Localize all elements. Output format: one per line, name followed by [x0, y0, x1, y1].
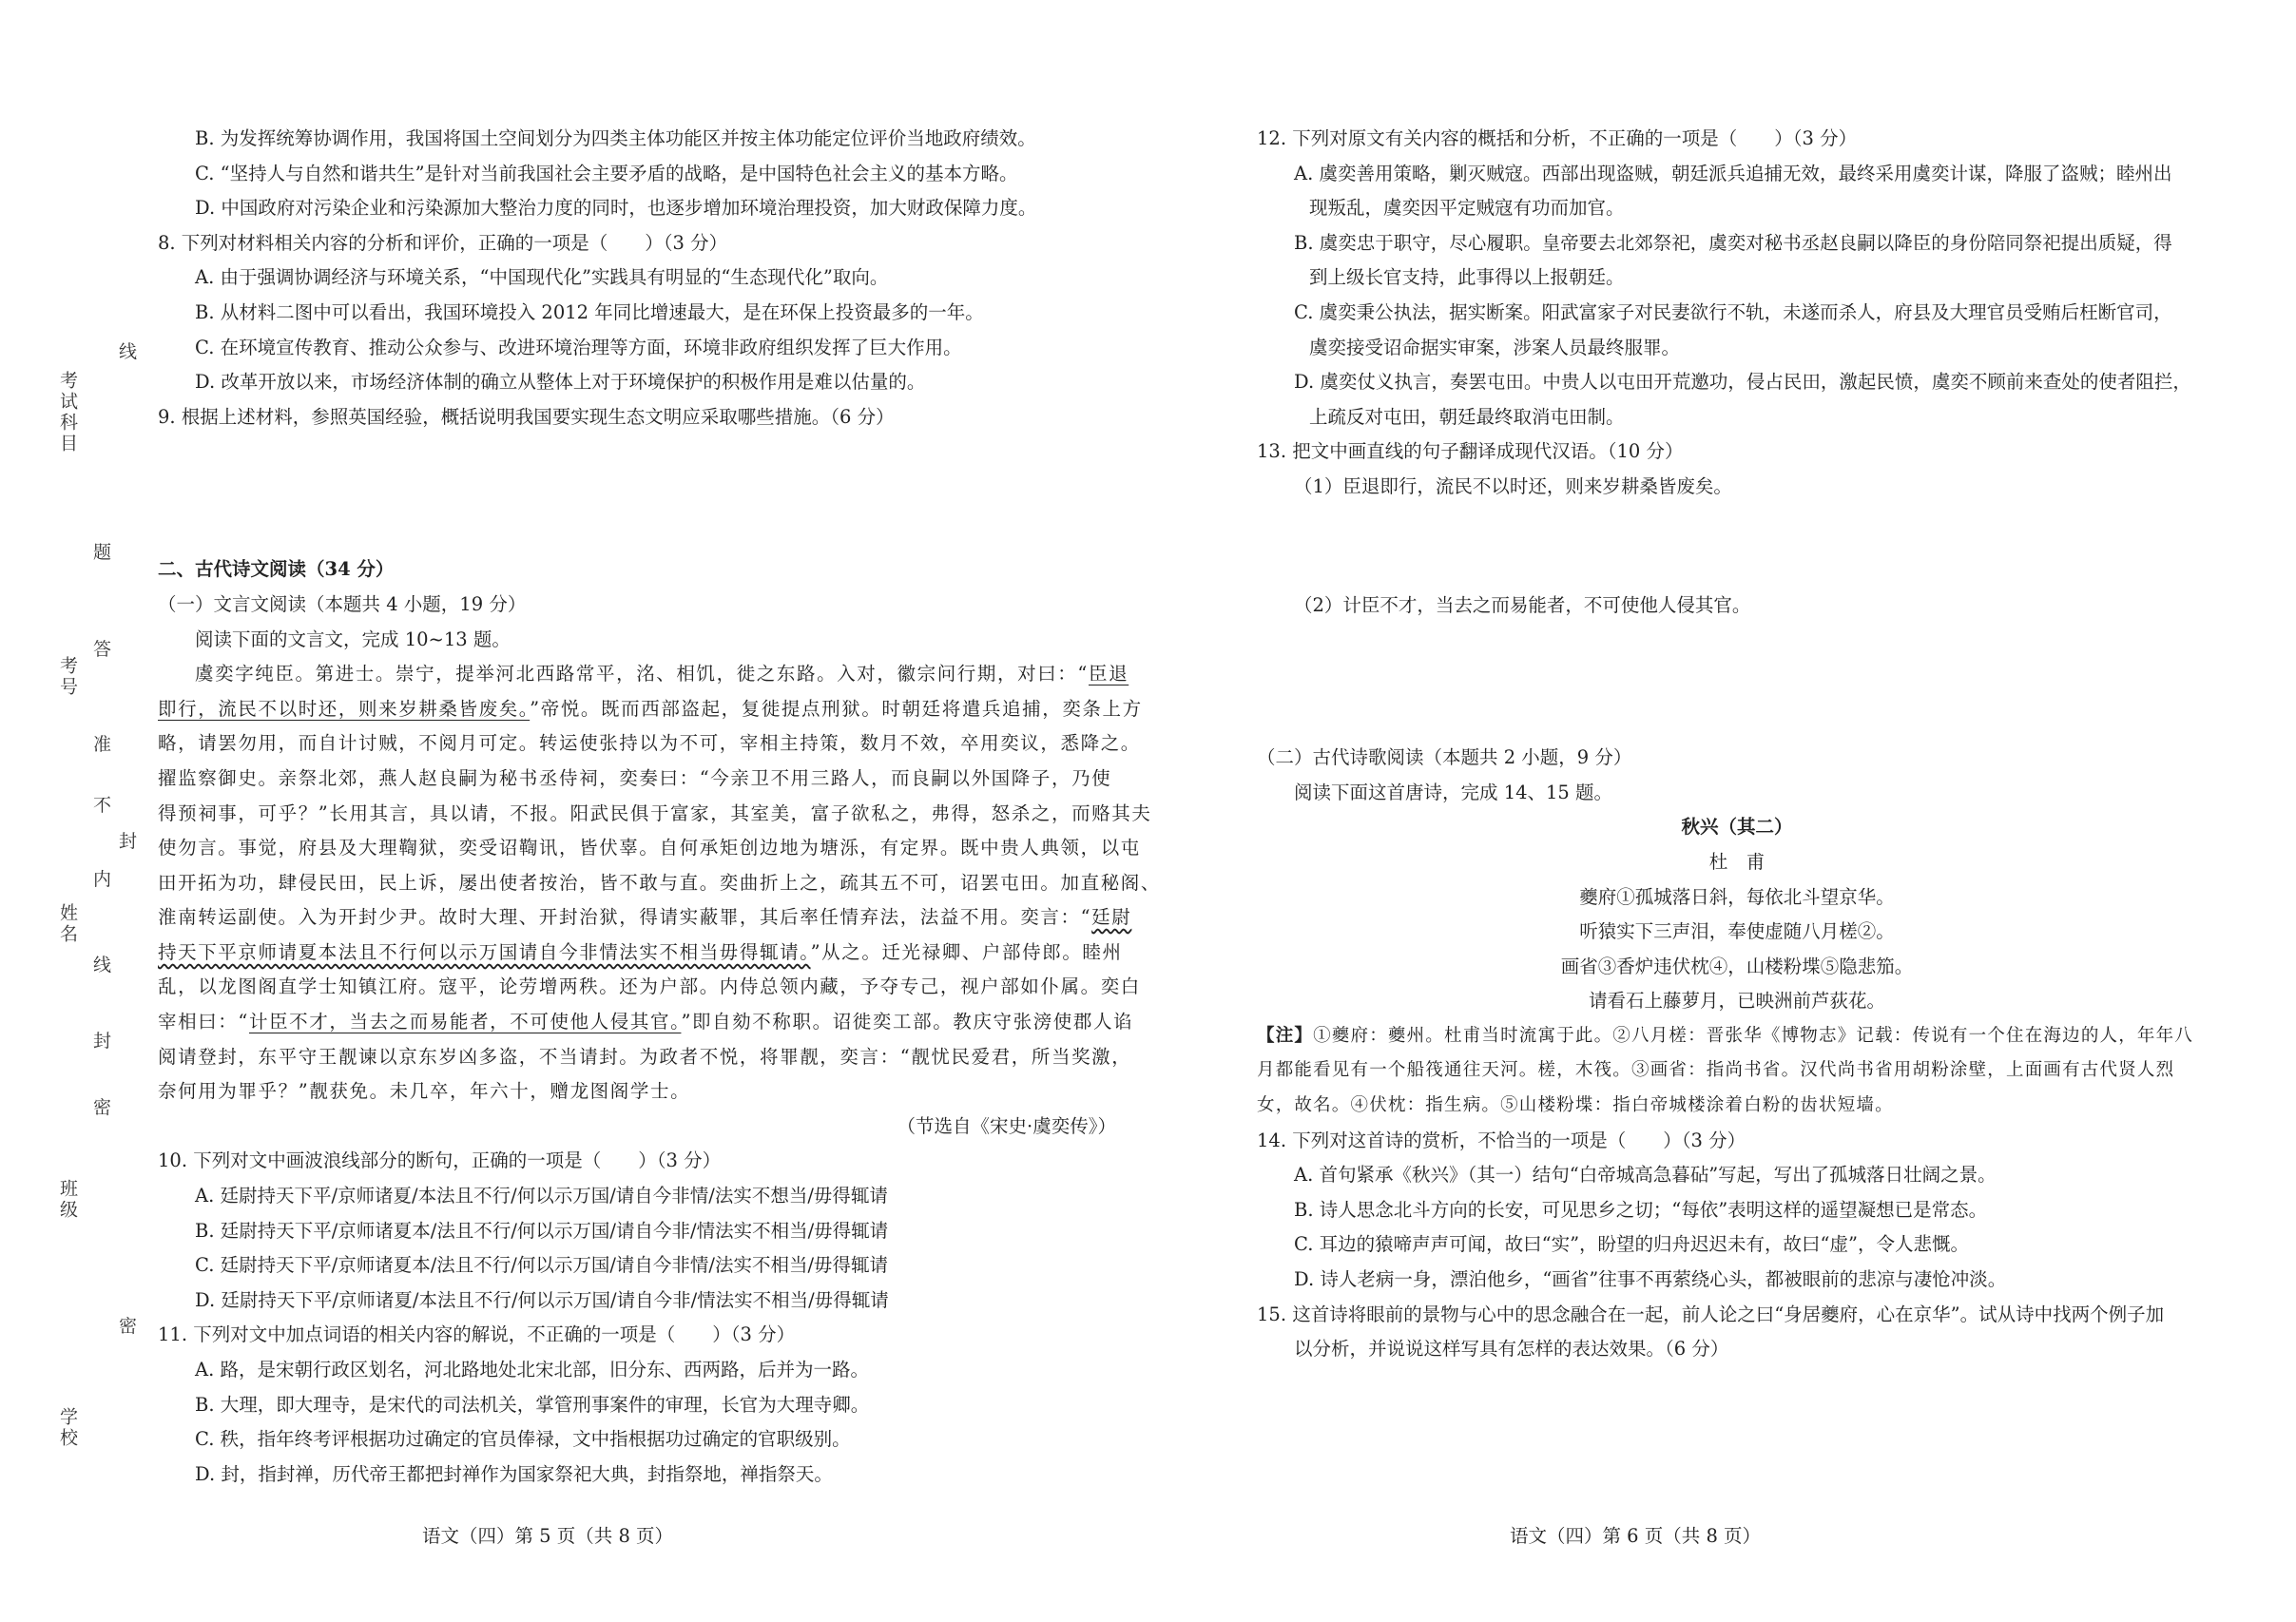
binding-mark: 封 [93, 1031, 112, 1052]
answer-space [1257, 623, 2217, 741]
classical-passage [158, 657, 1162, 1144]
passage-text: ”帝悦。既而西部盗起，复徙提点刑狱。时朝廷将遣兵追捕，奕条上方 [530, 697, 1143, 720]
passage-source: （节选自《宋史·虞奕传》） [897, 1114, 1116, 1137]
passage-text: 奈何用为罪乎？”靓获免。未几卒，年六十，赠龙图阁学士。 [158, 1080, 691, 1103]
subsection-title: （二）古代诗歌阅读（本题共 2 小题，9 分） [1257, 746, 1632, 769]
translation-sentence: （2）计臣不才，当去之而易能者，不可使他人侵其官。 [1294, 593, 1751, 616]
poem-verse: 请看石上藤萝月，已映洲前芦荻花。 [1588, 990, 1885, 1013]
binding-mark: 内 [93, 869, 112, 890]
page-footer: 语文（四）第 6 页（共 8 页） [1509, 1525, 1762, 1547]
poem-author: 杜 甫 [1708, 850, 1765, 873]
poem-title: 秋兴（其二） [1681, 816, 1793, 839]
poem-verse: 听猿实下三声泪，奉使虚随八月槎②。 [1579, 920, 1895, 943]
note-label: 【注】 [1257, 1025, 1314, 1046]
passage-text: 得预祠事，可乎？”长用其言，具以请，不报。阳武民俱于富家，其室美，富子欲私之，弗得，怒杀之，而赂其夫 [158, 801, 1152, 824]
option-line: B. 为发挥统筹协调作用，我国将国土空间划分为四类主体功能区并按主体功能定位评价当地政府绩效。 [195, 127, 1036, 149]
poem-note: 月都能看见有一个船筏通往天河。槎，木筏。③画省：指尚书省。汉代尚书省用胡粉涂壁，上面画有古代贤人烈 [1257, 1060, 2175, 1081]
school-label: 学校 [57, 1407, 78, 1449]
option-line: 到上级长官支持，此事得以上报朝廷。 [1309, 266, 1625, 289]
question-stem: 13. 把文中画直线的句子翻译成现代汉语。（10 分） [1257, 440, 1684, 463]
question-stem: 8. 下列对材料相关内容的分析和评价，正确的一项是（ ）（3 分） [158, 231, 728, 254]
option-line: D. 廷尉持天下平/京师诸夏/本法且不行/何以示万国/请自今非/情法实不相当/毋得辄请 [195, 1288, 889, 1311]
exam-number-label: 考号 [57, 656, 78, 698]
option-line: D. 中国政府对污染企业和污染源加大整治力度的同时，也逐步增加环境治理投资，加大财政保障力度。 [195, 197, 1037, 220]
option-line: A. 路，是宋朝行政区划名，河北路地处北宋北部，旧分东、西两路，后并为一路。 [195, 1359, 869, 1381]
option-line: 现叛乱，虞奕因平定贼寇有功而加官。 [1309, 197, 1625, 220]
translation-sentence: （1）臣退即行，流民不以时还，则来岁耕桑皆废矣。 [1294, 474, 1732, 497]
binding-mark: 题 [93, 542, 112, 563]
option-line: B. 从材料二图中可以看出，我国环境投入 2012 年同比增速最大，是在环保上投资最多的一年。 [195, 300, 984, 323]
option-line: A. 首句紧承《秋兴》（其一）结句“白帝城高急暮砧”写起，写出了孤城落日壮阔之景。 [1294, 1164, 1997, 1187]
binding-mark: 答 [93, 639, 112, 660]
option-line: 虞奕接受诏命据实审案，涉案人员最终服罪。 [1309, 336, 1681, 358]
passage-text: 使勿言。事觉，府县及大理鞫狱，奕受诏鞫讯，皆伏辜。自何承矩创边地为塘泺，有定界。既中贵人典领，以屯 [158, 837, 1141, 859]
passage-text: 虞奕字纯臣。第进士。崇宁，提举河北西路常平，洺、相饥，徙之东路。入对，徽宗问行期，对曰：“ [195, 663, 1089, 685]
option-line: 上疏反对屯田，朝廷最终取消屯田制。 [1309, 405, 1625, 428]
passage-text: 田开拓为功，肆侵民田，民上诉，屡出使者按治，皆不敢与直。奕曲折上之，疏其五不可，诏罢屯田。加直秘阁、 [158, 871, 1162, 894]
question-stem: 10. 下列对文中画波浪线部分的断句，正确的一项是（ ）（3 分） [158, 1149, 722, 1172]
option-line: C. 在环境宣传教育、推动公众参与、改进环境治理等方面，环境非政府组织发挥了巨大作用。 [195, 336, 962, 358]
answer-space [158, 434, 1116, 552]
question-stem: 9. 根据上述材料，参照英国经验，概括说明我国要实现生态文明应采取哪些措施。（6 分） [158, 405, 895, 428]
poem-note: ①夔府：夔州。杜甫当时流寓于此。②八月槎：晋张华《博物志》记载：传说有一个住在海边的人，年年八 [1313, 1025, 2194, 1046]
option-line: C. 廷尉持天下平/京师诸夏本/法且不行/何以示万国/请自今非情/法实不相当/毋得辄请 [195, 1254, 889, 1277]
binding-strip [29, 341, 138, 1483]
binding-mark: 不 [93, 795, 112, 816]
class-label: 班级 [57, 1179, 78, 1221]
option-line: D. 虞奕仗义执言，奏罢屯田。中贵人以屯田开荒邀功，侵占民田，激起民愤，虞奕不顾前来查处的使者阻拦， [1294, 371, 2191, 394]
option-line: D. 改革开放以来，市场经济体制的确立从整体上对于环境保护的积极作用是难以估量的。 [195, 371, 926, 394]
option-line: D. 封，指封禅，历代帝王都把封禅作为国家祭祀大典，封指祭地，禅指祭天。 [195, 1462, 833, 1485]
option-line: C. 耳边的猿啼声声可闻，故曰“实”，盼望的归舟迟迟未有，故曰“虚”，令人悲慨。 [1294, 1233, 1969, 1256]
poem-verse: 夔府①孤城落日斜，每依北斗望京华。 [1579, 885, 1895, 908]
option-line: A. 廷尉持天下平/京师诸夏/本法且不行/何以示万国/请自今非情/法实不想当/毋得辄请 [195, 1185, 888, 1207]
passage-text: 阅请登封，东平守王靓谏以京东岁凶多盗，不当请封。为政者不悦，将罪靓，奕言：“靓忧民爱君，所当奖激， [158, 1045, 1132, 1068]
wavy-underlined-text: 持天下平京师请夏本法且不行何以示万国请自今非情法实不相当毋得辄请。 [158, 940, 811, 963]
poem-note: 女，故名。④伏枕：指生病。⑤山楼粉堞：指白帝城楼涂着白粉的齿状短墙。 [1257, 1095, 1894, 1116]
wavy-underlined-text: 廷尉 [1091, 906, 1132, 929]
right-column [1257, 122, 2217, 1367]
underlined-sentence-1: 即行，流民不以时还，则来岁耕桑皆废矣。 [158, 697, 531, 720]
poem-verse: 画省③香炉违伏枕④，山楼粉堞⑤隐悲笳。 [1560, 955, 1914, 977]
left-column [158, 122, 1162, 1492]
passage-text: ”从之。迁光禄卿、户部侍郎。睦州 [810, 940, 1123, 963]
binding-mark: 密 [119, 1316, 138, 1337]
option-line: B. 诗人思念北斗方向的长安，可见思乡之切；“每依”表明这样的遥望凝想已是常态。 [1294, 1198, 1988, 1221]
question-stem: 12. 下列对原文有关内容的概括和分析，不正确的一项是（ ）（3 分） [1257, 127, 1858, 149]
binding-mark: 线 [93, 955, 112, 975]
subsection-title: （一）文言文阅读（本题共 4 小题，19 分） [158, 592, 527, 615]
page-footer: 语文（四）第 5 页（共 8 页） [421, 1525, 674, 1547]
passage-text: ”即自劾不称职。诏徙奕工部。教庆守张滂使郡人谄 [681, 1011, 1134, 1033]
option-line: C. 秩，指年终考评根据功过确定的官员俸禄，文中指根据功过确定的官职级别。 [195, 1428, 851, 1451]
question-stem: 15. 这首诗将眼前的景物与心中的思念融合在一起，前人论之曰“身居夔府，心在京华”。试从诗中找两个例子加 [1257, 1303, 2165, 1325]
question-stem: 14. 下列对这首诗的赏析，不恰当的一项是（ ）（3 分） [1257, 1129, 1746, 1151]
exam-subject-label: 考试科目 [57, 371, 78, 454]
option-line: A. 虞奕善用策略，剿灭贼寇。西部出现盗贼，朝廷派兵追捕无效，最终采用虞奕计谋，降服了盗贼；睦州出 [1294, 162, 2172, 184]
binding-mark: 准 [93, 734, 112, 755]
option-line: B. 大理，即大理寺，是宋代的司法机关，掌管刑事案件的审理，长官为大理寺卿。 [195, 1393, 870, 1416]
instruction: 阅读下面这首唐诗，完成 14、15 题。 [1294, 781, 1613, 803]
answer-space [1257, 505, 2217, 589]
passage-text: 擢监察御史。亲祭北郊，燕人赵良嗣为秘书丞侍祠，奕奏曰：“今亲卫不用三路人，而良嗣以外国降子，乃使 [158, 766, 1112, 789]
option-line: C. “坚持人与自然和谐共生”是针对当前我国社会主要矛盾的战略，是中国特色社会主义的基本方略。 [195, 162, 1018, 184]
option-line: A. 由于强调协调经济与环境关系，“中国现代化”实践具有明显的“生态现代化”取向。 [195, 266, 889, 289]
section-title: 二、古代诗文阅读（34 分） [158, 558, 395, 581]
name-label: 姓名 [57, 903, 78, 945]
passage-text: 乱，以龙图阁直学士知镇江府。寇平，论劳增两秩。还为户部。内侍总领内藏，予夺专己，视户部如仆属。奕白 [158, 975, 1141, 998]
question-stem: 11. 下列对文中加点词语的相关内容的解说，不正确的一项是（ ）（3 分） [158, 1323, 796, 1346]
underlined-sentence-1: 臣退 [1088, 663, 1129, 685]
passage-text: 淮南转运副使。入为开封少尹。故时大理、开封治狱，得请实蔽罪，其后率任情弃法，法益不用。奕言：“ [158, 906, 1092, 929]
question-stem: 以分析，并说说这样写具有怎样的表达效果。（6 分） [1294, 1338, 1729, 1361]
underlined-sentence-2: 计臣不才，当去之而易能者，不可使他人侵其官。 [248, 1011, 682, 1033]
binding-mark: 密 [93, 1097, 112, 1118]
instruction: 阅读下面的文言文，完成 10~13 题。 [195, 628, 511, 650]
option-line: B. 虞奕忠于职守，尽心履职。皇帝要去北郊祭祀，虞奕对秘书丞赵良嗣以降臣的身份陪同祭祀提出质疑，得 [1294, 231, 2172, 254]
option-line: D. 诗人老病一身，漂泊他乡，“画省”往事不再萦绕心头，都被眼前的悲凉与凄怆冲淡。 [1294, 1268, 2007, 1291]
binding-mark: 封 [119, 831, 138, 852]
passage-text: 宰相曰：“ [158, 1011, 249, 1033]
passage-text: 略，请罢勿用，而自计讨贼，不阅月可定。转运使张持以为不可，宰相主持策，数月不效，卒用奕议，悉降之。 [158, 732, 1141, 755]
binding-mark: 线 [119, 341, 138, 362]
option-line: B. 廷尉持天下平/京师诸夏本/法且不行/何以示万国/请自今非/情法实不相当/毋得辄请 [195, 1219, 889, 1242]
option-line: C. 虞奕秉公执法，据实断案。阳武富家子对民妻欲行不轨，未遂而杀人，府县及大理官员受贿后枉断官司， [1294, 300, 2172, 323]
